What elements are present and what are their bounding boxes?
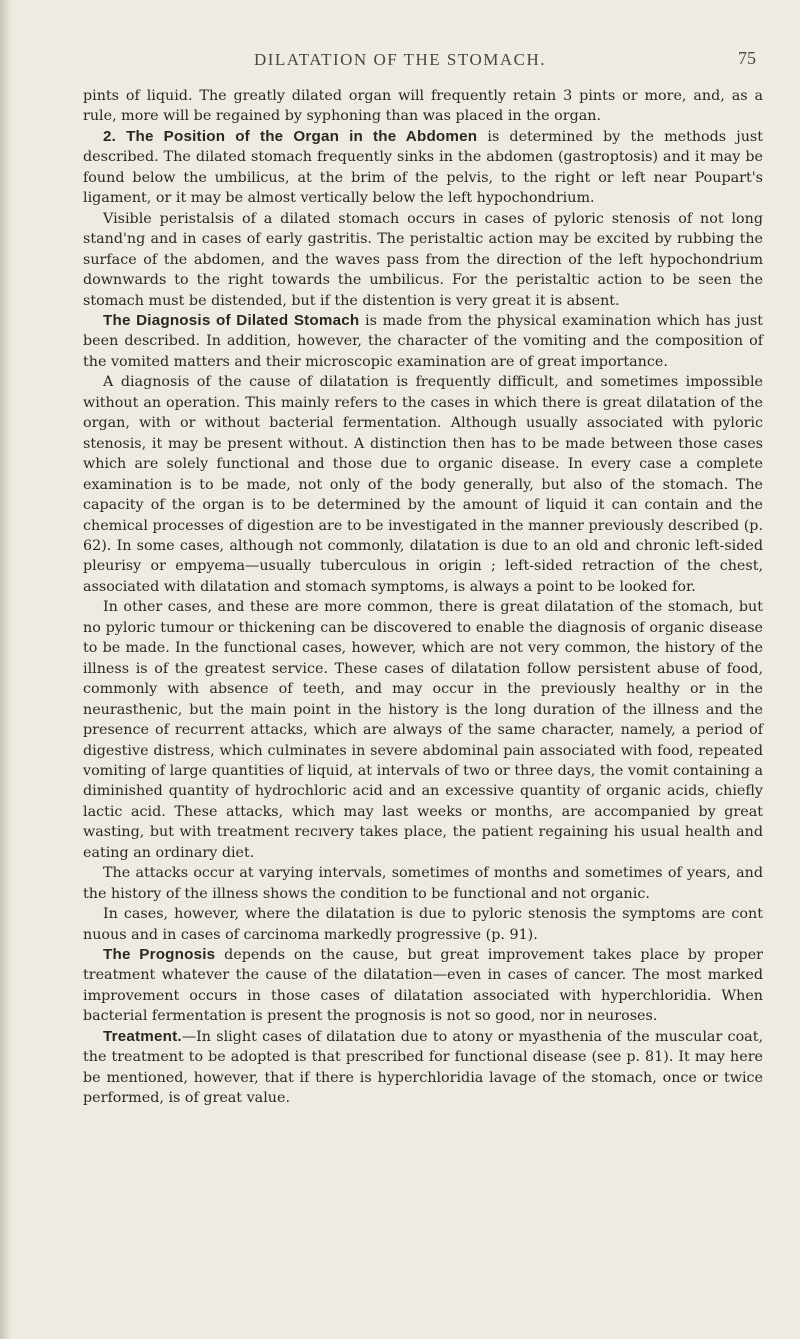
paragraph-4 xyxy=(83,311,763,372)
paragraph-2-text: is determined by the methods just described. The dilated stomach frequently sinks in the abdomen (gastroptosis) and it may be found below the umbilicus, at the brim of the pelvis, to the right or left near Poupart's ligament, or it may be almost vertically below the left hypochondrium. xyxy=(83,128,763,207)
paragraph-6: In other cases, and these are more common, there is great dilatation of the stomach, but no pyloric tumour or thickening can be discovered to enable the diagnosis of organic disease to be made. In the functional cases, however, which are not very common, the history of the illness is of the greatest service. These cases of dilatation follow persistent abuse of food, commonly with absence of teeth, and may occur in the previously healthy or in the neurasthenic, but the main point in the history is the long duration of the illness and the presence of recurrent attacks, which are always of the same character, namely, a period of digestive distress, which culminates in severe abdominal pain associated with food, repeated vomiting of large quantities of liquid, at intervals of two or three days, the vomit containing a diminished quantity of hydrochloric acid and an excessive quantity of organic acids, chiefly lactic acid. These attacks, which may last weeks or months, are accompanied by great wasting, but with treatment recıvery takes place, the patient regaining his usual health and eating an ordinary diet. xyxy=(83,599,763,861)
paragraph-4-text: is made from the physical examination which has just been described. In addition, however, the character of the vomiting and the composition of the vomited matters and their microscopic examination are of great importance. xyxy=(83,312,763,370)
section-heading-position: 2. The Position of the Organ in the Abdomen xyxy=(103,127,478,145)
paragraph-2 xyxy=(83,127,763,209)
paragraph-1: pints of liquid. The greatly dilated organ will frequently retain 3 pints or more, and, as a rule, more will be regained by syphoning than was placed in the organ. xyxy=(83,88,763,125)
paragraph-3: Visible peristalsis of a dilated stomach occurs in cases of pyloric stenosis of not long stand'ng and in cases of early gastritis. The peristaltic action may be excited by rubbing the surface of the abdomen, and the waves pass from the direction of the left hypochondrium downwards to the right towards the umbilicus. For the peristaltic action to be seen the stomach must be distended, but if the distention is very great it is absent. xyxy=(83,210,763,309)
section-heading-prognosis: The Prognosis xyxy=(103,946,216,964)
paragraph-10-text: —In slight cases of dilatation due to atony or myasthenia of the muscular coat, the treatment to be adopted is that prescribed for functional disease (see p. 81). It may here be mentioned, however, that if there is hyperchloridia lavage of the stomach, once or twice performed, is of great value. xyxy=(83,1028,763,1107)
section-heading-diagnosis: The Diagnosis of Dilated Stomach xyxy=(103,311,360,329)
paragraph-7: The attacks occur at varying intervals, sometimes of months and sometimes of years, and the history of the illness shows the condition to be functional and not organic. xyxy=(83,865,763,902)
paragraph-9 xyxy=(83,945,763,1027)
paragraph-10 xyxy=(83,1027,763,1109)
page-number: 75 xyxy=(738,48,756,68)
section-heading-treatment: Treatment. xyxy=(103,1027,182,1045)
paragraph-5: A diagnosis of the cause of dilatation is frequently difficult, and sometimes impossible without an operation. This mainly refers to the cases in which there is great dilatation of the organ, with or without bacterial fermentation. Although usually associated with pyloric stenosis, it may be present without. A distinction then has to be made between those cases which are solely functional and those due to organic disease. In every case a complete examination is to be made, not only of the body generally, but also of the stomach. The capacity of the organ is to be determined by the amount of liquid it can contain and the chemical processes of digestion are to be investigated in the manner previously described (p. 62). In some cases, although not commonly, dilatation is due to an old and chronic left-sided pleurisy or empyema—usually tuberculous in origin ; left-sided retraction of the chest, associated with dilatation and stomach symptoms, is always a point to be looked for. xyxy=(83,374,763,595)
paragraph-9-text: depends on the cause, but great improvement takes place by proper treatment whatever the cause of the dilatation—even in cases of cancer. The most marked improvement occurs in those cases of dilatation associated with hyperchloridia. When bacterial fermentation is present the prognosis is not so good, nor in neuroses. xyxy=(83,947,763,1025)
paragraph-8: In cases, however, where the dilatation is due to pyloric stenosis the symptoms are cont nuous and in cases of carcinoma markedly progressive (p. 91). xyxy=(83,906,763,943)
body-text xyxy=(83,86,763,1109)
page-edge-shadow xyxy=(0,0,12,1339)
running-head: DILATATION OF THE STOMACH. xyxy=(253,50,547,69)
